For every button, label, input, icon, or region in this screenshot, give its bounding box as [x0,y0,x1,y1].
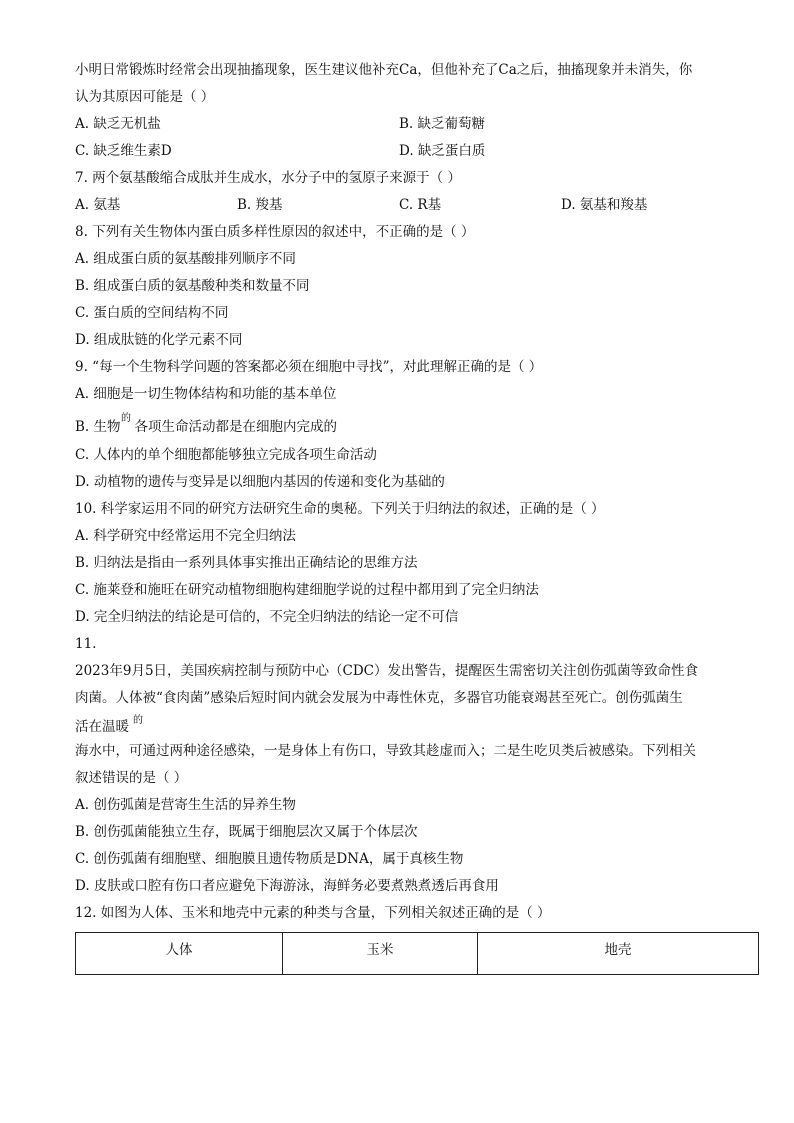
q11-line3-sup: 的 [133,715,143,726]
q9-stem: 9. “每一个生物科学问题的答案都必须在细胞中寻找”，对此理解正确的是（ ） [75,359,543,375]
table-header-crust: 地壳 [478,933,759,975]
q7-option-d: D. 氨基和羧基 [561,197,648,213]
table-header-human: 人体 [76,933,283,975]
q9-option-a: A. 细胞是一切生物体结构和功能的基本单位 [75,386,337,402]
q8-option-b: B. 组成蛋白质的氨基酸种类和数量不同 [75,278,310,294]
q7-stem: 7. 两个氨基酸缩合成肽并生成水，水分子中的氢原子来源于（ ） [75,170,461,186]
q7-options-row [75,193,759,220]
q11-option-c: C. 创伤弧菌有细胞壁、细胞膜且遗传物质是DNA，属于真核生物 [75,851,464,867]
q11-line3 [75,713,759,739]
element-table [75,932,759,975]
table-header-corn: 玉米 [283,933,478,975]
q10-option-c: C. 施莱登和施旺在研究动植物细胞构建细胞学说的过程中都用到了完全归纳法 [75,582,539,598]
q6-stem-line1: 小明日常锻炼时经常会出现抽搐现象，医生建议他补充Ca，但他补充了Ca之后，抽搐现象并未消失，你 [75,62,693,78]
q11-line4: 海水中，可通过两种途径感染，一是身体上有伤口，导致其趁虚而入；二是生吃贝类后被感染。下列相关 [75,743,696,759]
q7-option-b: B. 羧基 [237,197,283,213]
q8-stem: 8. 下列有关生物体内蛋白质多样性原因的叙述中，不正确的是（ ） [75,224,475,240]
q6-option-c: C. 缺乏维生素D [75,143,172,159]
q6-options-row2 [75,139,759,166]
q9-option-b [75,409,759,443]
q11-option-a: A. 创伤弧菌是营寄生生活的异养生物 [75,797,296,813]
q6-stem-line2: 认为其原因可能是（ ） [75,89,215,105]
q11-line1: 2023年9月5日，美国疾病控制与预防中心（CDC）发出警告，提醒医生需密切关注创伤弧菌等致命性食 [75,663,699,679]
q8-option-d: D. 组成肽链的化学元素不同 [75,332,243,348]
q10-option-b: B. 归纳法是指由一系列具体事实推出正确结论的思维方法 [75,555,418,571]
q11-option-b: B. 创伤弧菌能独立生存，既属于细胞层次又属于个体层次 [75,824,418,840]
q10-option-a: A. 科学研究中经常运用不完全归纳法 [75,528,296,544]
q9-option-b-post: 各项生命活动都是在细胞内完成的 [134,419,338,435]
q11-line3-text: 活在温暖 [75,719,129,735]
q11-line5: 叙述错误的是（ ） [75,770,188,786]
q11-option-d: D. 皮肤或口腔有伤口者应避免下海游泳，海鲜务必要煮熟煮透后再食用 [75,878,499,894]
q6-option-b: B. 缺乏葡萄糖 [399,116,486,132]
q9-option-c: C. 人体内的单个细胞都能够独立完成各项生命活动 [75,447,377,463]
q6-option-d: D. 缺乏蛋白质 [399,143,486,159]
q7-option-c: C. R基 [399,197,442,213]
q9-option-b-pre: B. 生物 [75,419,121,435]
q7-option-a: A. 氨基 [75,197,121,213]
q11-number: 11. [75,636,97,652]
q8-option-a: A. 组成蛋白质的氨基酸排列顺序不同 [75,251,296,267]
q11-line2: 肉菌。人体被“食肉菌”感染后短时间内就会发展为中毒性休克，多器官功能衰竭甚至死亡。创伤弧菌生 [75,690,683,706]
q6-option-a: A. 缺乏无机盐 [75,116,161,132]
q9-option-d: D. 动植物的遗传与变异是以细胞内基因的传递和变化为基础的 [75,474,445,490]
exam-page [75,58,759,975]
q10-option-d: D. 完全归纳法的结论是可信的，不完全归纳法的结论一定不可信 [75,609,459,625]
q8-option-c: C. 蛋白质的空间结构不同 [75,305,229,321]
table-header-row [76,933,759,975]
q6-options-row1 [75,112,759,139]
q12-stem: 12. 如图为人体、玉米和地壳中元素的种类与含量，下列相关叙述正确的是（ ） [75,905,551,921]
q10-stem: 10. 科学家运用不同的研究方法研究生命的奥秘。下列关于归纳法的叙述，正确的是（ ） [75,501,605,517]
q9-option-b-sup: 的 [121,413,131,424]
